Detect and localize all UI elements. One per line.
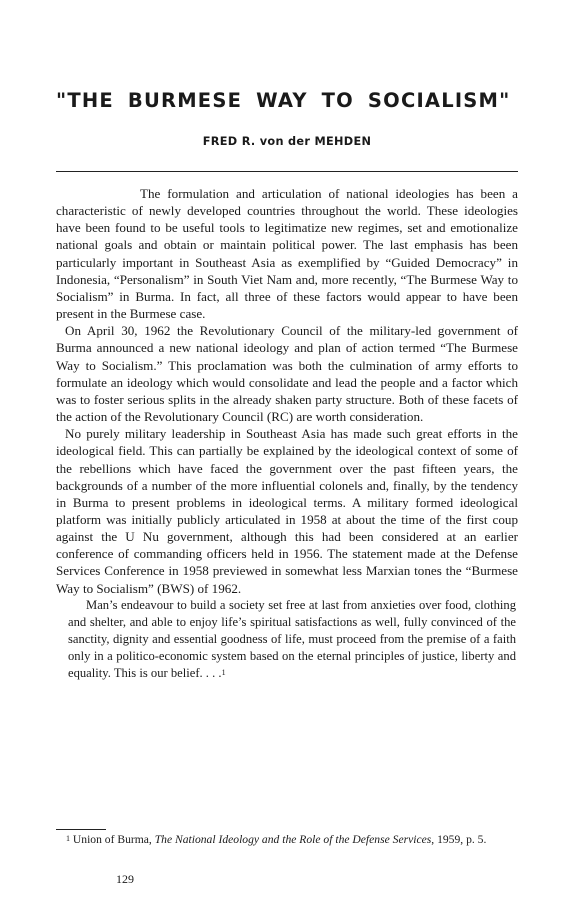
article-page [56, 0, 518, 914]
paragraph-3: No purely military leadership in Southeast Asia has made such great efforts in the ideological field. This can partially be explained by the ideological context of some of the rebellions which have faced the government over the past fifteen years, the backgrounds of a number of the more influential colonels and, finally, by the tendency in Burma to present problems in ideological terms. A military formed ideological platform was initially publicly articulated in 1958 at about the time of the first coup against the U Nu government, although this had been considered at an earlier conference of commanding officers held in 1956. The statement made at the Defense Services Conference in 1958 previewed in somewhat less Marxian tones the “Burmese Way to Socialism” (BWS) of 1962. [56, 426, 518, 596]
article-author: FRED R. von der MEHDEN [202, 135, 372, 148]
block-quote-text: Man’s endeavour to build a society set free at last from anxieties over food, clothing and shelter, and able to enjoy life’s spiritual satisfactions as well, fully convinced of the sanctity, dignity and essential goodness of life, must proceed from the premise of a faith only in a politico-economic system based on the eternal principles of justice, liberty and equality. This is our belief. . . . [68, 597, 516, 680]
footnote-divider [56, 829, 106, 830]
footnote-cited-title: The National Ideology and the Role of the Defense Services [154, 833, 432, 846]
article-body [56, 185, 518, 682]
block-quote [68, 597, 518, 682]
page-number: 129 [116, 872, 134, 886]
footnote [56, 832, 518, 848]
footnote-reference: 1 [221, 667, 226, 677]
paragraph-2: On April 30, 1962 the Revolutionary Council of the military-led government of Burma announced a new national ideology and plan of action termed “The Burmese Way to Socialism.” This proclamation was both the culmination of army efforts to formulate an ideology which would consolidate and lead the people and a factor which was to foster serious splits in the already shaken party structure. Both of these facets of the action of the Revolutionary Council (RC) are worth consideration. [56, 323, 518, 425]
title-divider [56, 171, 518, 172]
footnote-text-before: Union of Burma, [72, 833, 155, 846]
article-title: "THE BURMESE WAY TO SOCIALISM" [56, 89, 511, 112]
footnote-text-after: , 1959, p. 5. [431, 833, 487, 846]
footnote-number: 1 [66, 834, 70, 843]
paragraph-1: The formulation and articulation of national ideologies has been a characteristic of newly developed countries throughout the world. These ideologies have been found to be useful tools to legitimatize new regimes, set and emotionalize national goals and obtain or maintain political power. The last emphasis has been particularly important in Southeast Asia as exemplified by “Guided Democracy” in Indonesia, “Personalism” in South Viet Nam and, more recently, “The Burmese Way to Socialism” in Burma. In fact, all three of these factors would appear to have been present in the Burmese case. [56, 186, 518, 322]
